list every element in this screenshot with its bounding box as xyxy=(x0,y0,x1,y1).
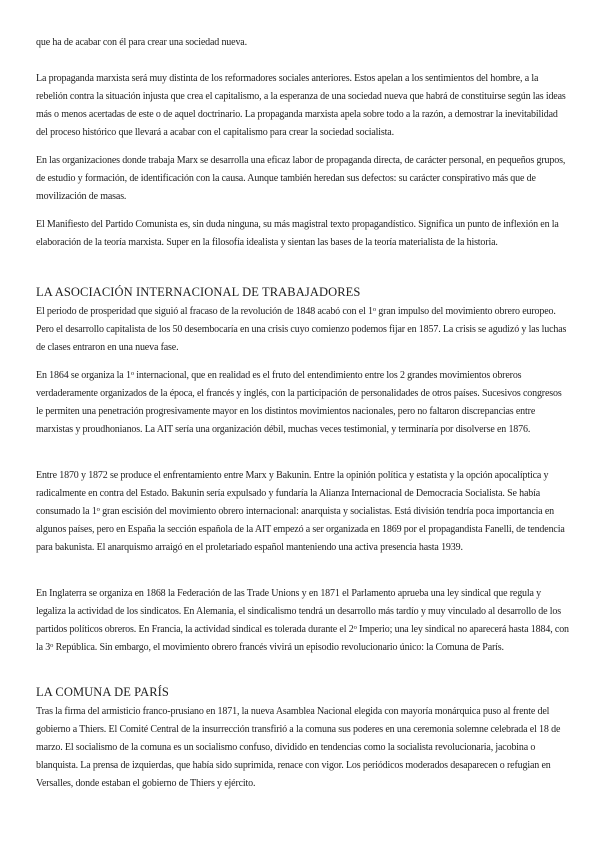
text-segment: gran impulso del movimiento obrero europeo. Pero el desarrollo capitalista de los 50 desembocaría en una crisis cuyo comienzo podemos fijar en 1857. La crisis se agudizó y las luchas de clases entraron en una nueva fase. xyxy=(36,306,567,353)
paragraph-prosperidad xyxy=(36,303,570,357)
paragraph-manifiesto: El Manifiesto del Partido Comunista es, sin duda ninguna, su más magistral texto propagandístico. Significa un punto de inflexión en la elaboración de la teoría marxista. Super en la filosofía idealista y sientan las bases de la teoría materialista de la historia. xyxy=(36,219,559,248)
paragraph-1864 xyxy=(36,367,570,439)
section-heading-ait: LA ASOCIACIÓN INTERNACIONAL DE TRABAJADORES xyxy=(36,285,361,299)
paragraph-marx-bakunin xyxy=(36,467,570,557)
ordinal-superscript: o xyxy=(130,370,134,377)
paragraph-organizaciones: En las organizaciones donde trabaja Marx se desarrolla una eficaz labor de propaganda directa, de carácter personal, en pequeños grupos, de estudio y formación, de identificación con la causa. Aunque también heredan sus defectos: su carácter conspirativo más que de movilización de masas. xyxy=(36,155,566,202)
ordinal-superscript: o xyxy=(372,306,376,313)
text-segment: Imperio; una ley sindical no aparecerá hasta 1884, con la 3 xyxy=(36,624,569,653)
text-segment: En 1864 se organiza la 1 xyxy=(36,370,131,381)
text-segment: República. Sin embargo, el movimiento obrero francés vivirá un episodio revolucionario único: la Comuna de París. xyxy=(53,642,504,653)
text-segment: Entre 1870 y 1872 se produce el enfrentamiento entre Marx y Bakunin. Entre la opinión política y estatista y la opción apocalíptica y radicalmente en contra del Estado. Bakunin sería expulsado y fundaría la Alianza Internacional de Democracia Socialista. Se había consumado la 1 xyxy=(36,470,549,517)
paragraph-comuna: Tras la firma del armisticio franco-prusiano en 1871, la nueva Asamblea Nacional elegida con mayoría monárquica puso al frente del gobierno a Thiers. El Comité Central de la insurrección transfirió a la comuna sus poderes en una ceremonia solemne celebrada el 18 de marzo. El socialismo de la comuna es un socialismo confuso, dividido en tendencias como la socialista revolucionaria, jacobina o blanquista. La prensa de izquierdas, que había sido suprimida, renace con vigor. Los periódicos moderados desaparecen o refugian en Versalles, donde estaban el gobierno de Thiers y ejército. xyxy=(36,706,561,789)
ordinal-superscript: o xyxy=(353,624,357,631)
text-segment: gran escisión del movimiento obrero internacional: anarquista y socialistas. Está división tendría poca importancia en algunos países, pero en España la sección española de la AIT empezó a ser organizada en 1869 por el propagandista Fanelli, de tendencia para bakunista. El anarquismo arraigó en el proletariado español manteniendo una activa presencia hasta 1939. xyxy=(36,506,565,553)
paragraph-inglaterra xyxy=(36,585,570,657)
section-heading-comuna: LA COMUNA DE PARÍS xyxy=(36,685,169,699)
paragraph-continuation: que ha de acabar con él para crear una sociedad nueva. xyxy=(36,37,247,48)
ordinal-superscript: o xyxy=(96,506,100,513)
paragraph-propaganda: La propaganda marxista será muy distinta de los reformadores sociales anteriores. Estos apelan a los sentimientos del hombre, a la rebelión contra la situación injusta que crea el capitalismo, a la esperanza de una sociedad nueva que habrá de constituirse según las ideas más o menos acertadas de este o de aquel doctrinario. La propaganda marxista apela sobre todo a la razón, a demostrar la inevitabilidad del proceso histórico que llevará a acabar con el capitalismo para crear la sociedad socialista. xyxy=(36,73,566,138)
ordinal-superscript: o xyxy=(50,642,54,649)
text-segment: El periodo de prosperidad que siguió al fracaso de la revolución de 1848 acabó con el 1 xyxy=(36,306,373,317)
text-segment: internacional, que en realidad es el fruto del entendimiento entre los 2 grandes movimientos obreros verdaderamente organizados de la época, el francés y inglés, con la participación de personalidades de otros países. Sucesivos congresos le permiten una penetración progresivamente mayor en los distintos movimientos nacionales, pero no faltaron discrepancias entre marxistas y proudhonianos. La AIT sería una organización débil, muchas veces testimonial, y terminaría por disolverse en 1876. xyxy=(36,370,562,435)
text-segment: En Inglaterra se organiza en 1868 la Federación de las Trade Unions y en 1871 el Parlamento aprueba una ley sindical que regula y legaliza la actividad de los sindicatos. En Alemania, el sindicalismo tendrá un desarrollo más tardío y muy vinculado al desarrollo de los partidos políticos obreros. En Francia, la actividad sindical es tolerada durante el 2 xyxy=(36,588,561,635)
